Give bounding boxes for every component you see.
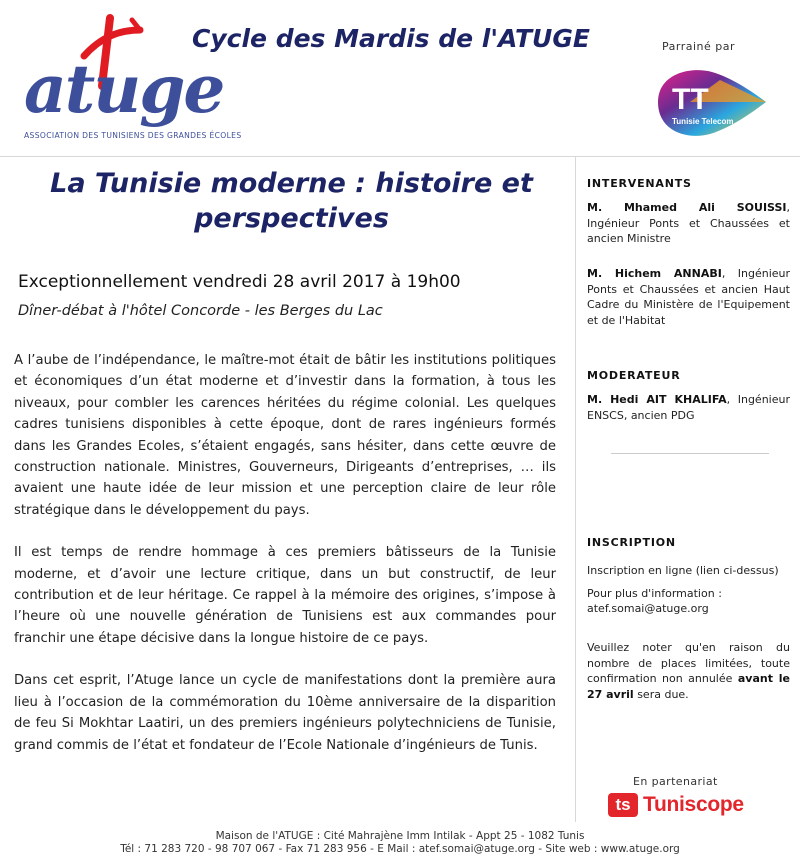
notice-text-2: sera due. — [633, 687, 689, 701]
speaker-1-desc: , Ingénieur Ponts et Chaussées et ancien Ministre — [587, 201, 790, 245]
info-email[interactable]: atef.somai@atuge.org — [587, 602, 709, 615]
body-text — [14, 350, 556, 777]
tuniscope-badge: ts — [608, 793, 638, 817]
speaker-1-name: M. Mhamed Ali SOUISSI — [587, 201, 787, 214]
cycle-title: Cycle des Mardis de l'ATUGE — [192, 24, 590, 53]
speaker-2-desc: , Ingénieur Ponts et Chaussées et ancien Haut Cadre du Ministère de l'Equipement et de l'Habitat — [587, 267, 791, 327]
info-label: Pour plus d'information : — [587, 587, 722, 600]
speaker-1 — [587, 200, 790, 247]
moderator-desc: , Ingénieur ENSCS, ancien PDG — [587, 393, 790, 422]
tuniscope-logo — [608, 793, 744, 817]
tunisie-telecom-logo — [650, 62, 770, 142]
event-date: Exceptionnellement vendredi 28 avril 2017 à 19h00 — [18, 272, 461, 292]
footer-contact: Tél : 71 283 720 - 98 707 067 - Fax 71 283 956 - E Mail : atef.somai@atuge.org - Site web : www.atuge.org — [120, 843, 680, 855]
tuniscope-name: Tuniscope — [643, 793, 744, 816]
page-footer — [0, 830, 800, 856]
notice-text-1: Veuillez noter qu'en raison du nombre de places limitées, toute confirmation non annulée — [587, 641, 790, 685]
body-paragraph-3: Dans cet esprit, l’Atuge lance un cycle de manifestations dont la première aura lieu à l’occasion de la commémoration du 10ème anniversaire de la disparition de feu Si Mokhtar Laatiri, un des premiers ingénieurs polytechniciens de Tunisie, grand commis de l’état et fondateur de l’Ecole Nationale d’ingénieurs de Tunis. — [14, 673, 556, 753]
intervenants-heading: INTERVENANTS — [587, 177, 692, 190]
registration-notice — [587, 640, 790, 702]
atuge-logo-text: atuge — [24, 50, 224, 128]
moderator — [587, 392, 790, 423]
speaker-2 — [587, 266, 790, 328]
column-divider — [575, 157, 576, 822]
inscription-heading: INSCRIPTION — [587, 536, 676, 549]
header-divider — [0, 156, 800, 157]
moderateur-heading: MODERATEUR — [587, 369, 681, 382]
sponsor-label: Parrainé par — [662, 40, 736, 53]
moderator-name: M. Hedi AIT KHALIFA — [587, 393, 727, 406]
notice-deadline: avant le 27 avril — [587, 672, 790, 701]
main-title: La Tunisie moderne : histoire et perspectives — [50, 168, 533, 234]
logo-tagline: ASSOCIATION DES TUNISIENS DES GRANDES ÉCOLES — [24, 131, 242, 140]
partner-label: En partenariat — [633, 775, 718, 788]
footer-address: Maison de l'ATUGE : Cité Mahrajène Imm Intilak - Appt 25 - 1082 Tunis — [215, 830, 585, 842]
body-paragraph-2: Il est temps de rendre hommage à ces premiers bâtisseurs de la Tunisie moderne, et d’avoir une lecture critique, dans un but constructif, de leur contribution et de leur héritage. Ce rappel à la mémoire des origines, s’impose à l’heure où une nouvelle génération de Tunisiens est aux commandes pour franchir une étape décisive dans la longue histoire de ce pays. — [14, 545, 556, 646]
tt-logo-caption: Tunisie Telecom — [672, 117, 734, 126]
tt-logo-text: TT — [672, 83, 709, 116]
body-paragraph-1: A l’aube de l’indépendance, le maître-mot était de bâtir les institutions politiques et économiques d’un état moderne et d’investir dans la formation, à tous les niveaux, pour combler les carences héritées du régime colonial. Les quelques cadres tunisiens disponibles à cette époque, dont de rares ingénieurs formés dans les Grandes Ecoles, s’étaient engagés, sans hésiter, dans cette œuvre de construction nationale. Ministres, Gouverneurs, Dirigeants d’entreprises, … ils avaient une haute idée de leur mission et une perception claire de leur rôle stratégique dans le développement du pays. — [14, 353, 556, 518]
page-header — [0, 0, 800, 155]
event-place: Dîner-débat à l'hôtel Concorde - les Berges du Lac — [18, 303, 383, 319]
speaker-2-name: M. Hichem ANNABI — [587, 267, 722, 280]
sidebar-divider — [611, 453, 769, 454]
inscription-online: Inscription en ligne (lien ci-dessus) — [587, 564, 779, 577]
